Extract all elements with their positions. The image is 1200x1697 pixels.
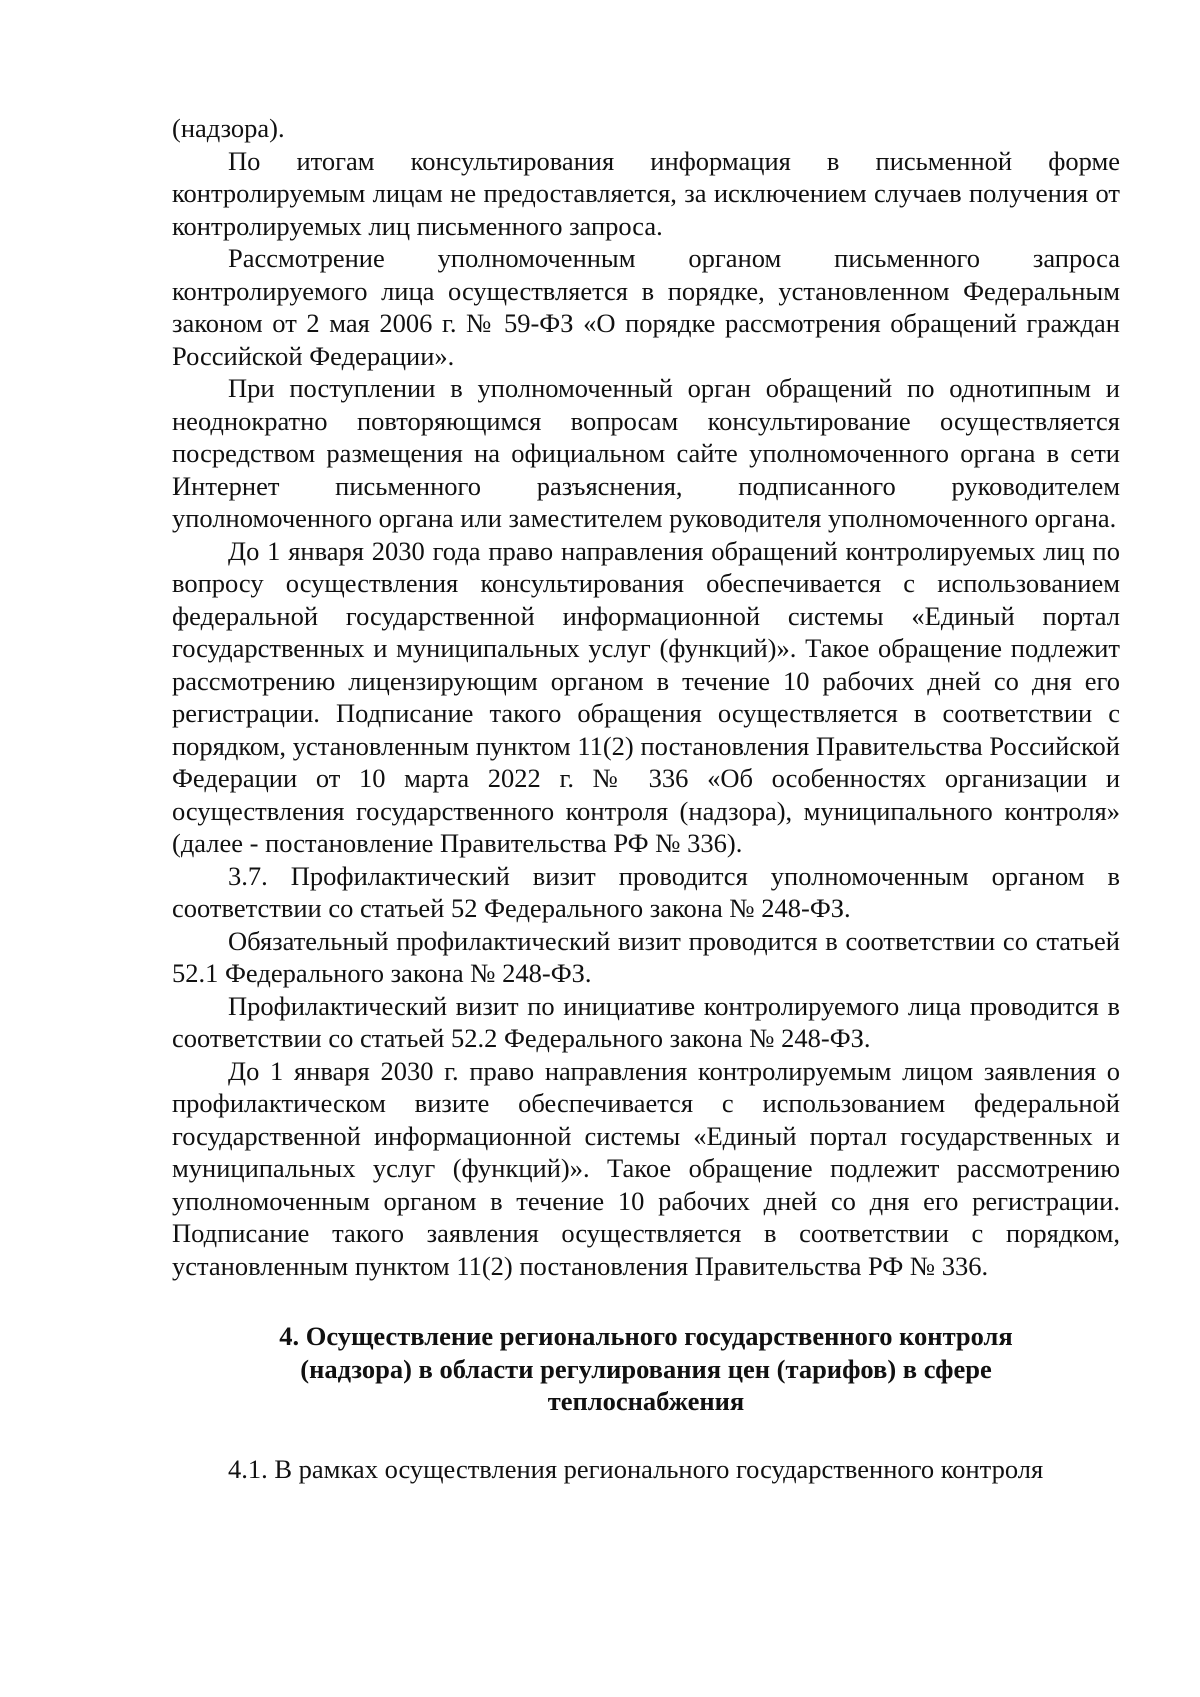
paragraph-continuation: (надзора). xyxy=(172,113,285,143)
paragraph-written-request: Рассмотрение уполномоченным органом письменного запроса контролируемого лица осуществляется в порядке, установленном Федеральным законом от 2 мая 2006 г. № 59-ФЗ «О порядке рассмотрения обращений граждан Российской Федерации». xyxy=(172,243,1120,371)
section-heading-line: 4. Осуществление регионального государственного контроля xyxy=(279,1321,1013,1351)
paragraph-gosuslugi-consultation: До 1 января 2030 года право направления обращений контролируемых лиц по вопросу осуществления консультирования обеспечивается с использованием федеральной государственной информационной системы «Единый портал государственных и муниципальных услуг (функций)». Такое обращение подлежит рассмотрению лицензирующим органом в течение 10 рабочих дней со дня его регистрации. Подписание такого обращения осуществляется в соответствии с порядком, установленным пунктом 11(2) постановления Правительства Российской Федерации от 10 марта 2022 г. № 336 «Об особенностях организации и осуществления государственного контроля (надзора), муниципального контроля» (далее - постановление Правительства РФ № 336). xyxy=(172,535,1120,858)
paragraph-visit-application: До 1 января 2030 г. право направления контролируемым лицом заявления о профилактическом визите обеспечивается с использованием федеральной государственной информационной системы «Единый портал государственных и муниципальных услуг (функций)». Такое обращение подлежит рассмотрению уполномоченным органом в течение 10 рабочих дней со дня его регистрации. Подписание такого заявления осуществляется в соответствии с порядком, установленным пунктом 11(2) постановления Правительства РФ № 336. xyxy=(172,1055,1120,1281)
section-heading xyxy=(172,1320,1120,1418)
section-heading-line: (надзора) в области регулирования цен (тарифов) в сфере xyxy=(300,1353,992,1384)
document-body xyxy=(172,112,1120,1485)
paragraph-initiative-visit: Профилактический визит по инициативе контролируемого лица проводится в соответствии со статьей 52.2 Федерального закона № 248-ФЗ. xyxy=(172,990,1120,1053)
paragraph-consultation-result: По итогам консультирования информация в письменной форме контролируемым лицам не предоставляется, за исключением случаев получения от контролируемых лиц письменного запроса. xyxy=(172,145,1120,241)
paragraph-mandatory-visit: Обязательный профилактический визит проводится в соответствии со статьей 52.1 Федерального закона № 248-ФЗ. xyxy=(172,925,1120,988)
section-heading-line: теплоснабжения xyxy=(547,1386,745,1416)
paragraph-preventive-visit: 3.7. Профилактический визит проводится уполномоченным органом в соответствии со статьей 52 Федерального закона № 248-ФЗ. xyxy=(172,860,1120,923)
paragraph-repeated-questions: При поступлении в уполномоченный орган обращений по однотипным и неоднократно повторяющимся вопросам консультирование осуществляется посредством размещения на официальном сайте уполномоченного органа в сети Интернет письменного разъяснения, подписанного руководителем уполномоченного органа или заместителем руководителя уполномоченного органа. xyxy=(172,373,1120,533)
paragraph-section-start: 4.1. В рамках осуществления регионального государственного контроля xyxy=(228,1453,1044,1484)
